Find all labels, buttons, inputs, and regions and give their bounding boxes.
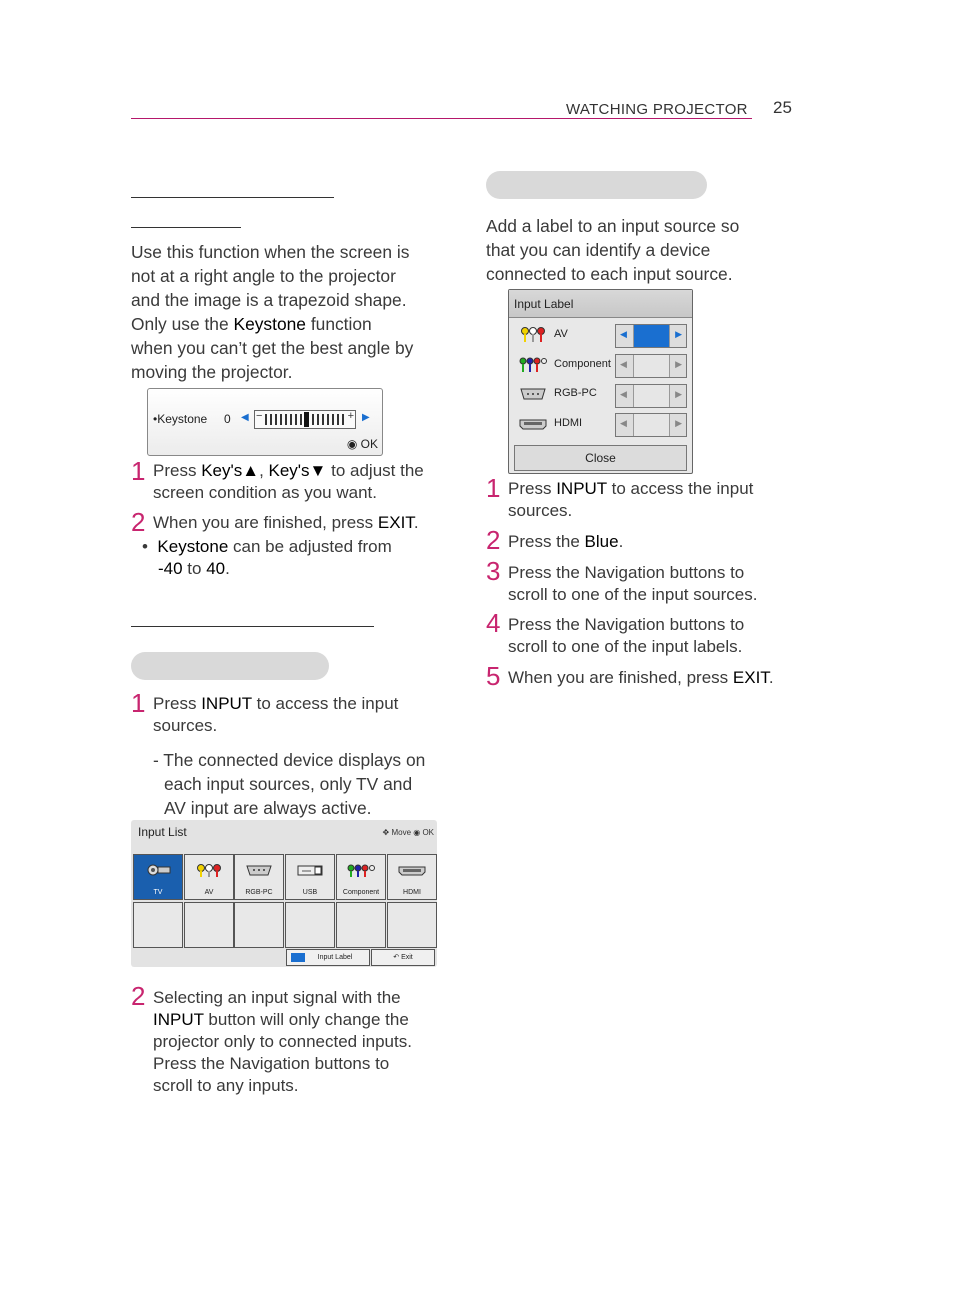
input-label-button[interactable]: Input Label [286, 949, 370, 966]
antenna-connector-icon [144, 863, 172, 877]
hdmi-connector-icon [519, 416, 547, 432]
vga-connector-icon [519, 386, 547, 402]
keystone-step-1: Press Key's▲, Key's▼ to adjust the screen condition as you want. [153, 461, 424, 502]
rca-connector-icon [519, 326, 547, 342]
close-button[interactable]: Close [514, 445, 687, 471]
subheading-pill [131, 652, 329, 680]
ok-hint: ◉ OK [346, 437, 378, 451]
rca-connector-icon [195, 863, 223, 877]
input-tile-component[interactable]: Component [336, 854, 386, 900]
left-arrow-icon[interactable]: ◀ [620, 329, 627, 339]
keystone-osd-label: •Keystone [153, 412, 208, 426]
input-label-step-1: Press INPUT to access the input sources. [508, 479, 754, 520]
label-selector-hdmi[interactable] [615, 413, 687, 437]
step-number: 2 [486, 525, 501, 555]
right-arrow-icon[interactable]: ▶ [675, 359, 682, 369]
input-list-step-1: Press INPUT to access the input sources. [153, 694, 399, 735]
label-selector-component[interactable] [615, 354, 687, 378]
label-selector-av[interactable] [615, 324, 687, 348]
input-tile-usb[interactable]: USB [285, 854, 335, 900]
step-number: 1 [131, 456, 146, 486]
input-name-hdmi: HDMI [554, 417, 583, 429]
input-label-header [509, 290, 692, 318]
step-number: 5 [486, 661, 501, 691]
exit-button[interactable]: ↶ Exit [371, 949, 435, 966]
step-number: 1 [131, 688, 146, 718]
input-tile-tv[interactable]: TV [133, 854, 183, 900]
keystone-osd [147, 388, 383, 456]
right-arrow-icon[interactable]: ▶ [362, 412, 370, 423]
left-arrow-icon[interactable]: ◀ [620, 418, 627, 428]
minus-label: − [256, 410, 263, 422]
section-title: WATCHING PROJECTOR [566, 101, 748, 118]
header-rule [131, 118, 752, 119]
input-list-note: - The connected device displays on each input sources, only TV and AV input are always active. [153, 750, 426, 818]
input-name-av: AV [554, 328, 568, 340]
step-number: 4 [486, 608, 501, 638]
component-connector-icon [347, 863, 375, 877]
right-arrow-icon[interactable]: ▶ [675, 329, 682, 339]
hdmi-connector-icon [398, 863, 426, 877]
component-connector-icon [519, 356, 547, 372]
input-list-step-2: Selecting an input signal with the INPUT button will only change the projector only to connected inputs. Press the Navigation buttons to scroll to any inputs. [153, 988, 412, 1095]
input-tile-empty [336, 902, 386, 948]
right-arrow-icon[interactable]: ▶ [675, 418, 682, 428]
plus-label: + [347, 410, 354, 422]
input-label-step-2: Press the Blue. [508, 532, 624, 551]
step-number: 1 [486, 473, 501, 503]
input-tile-empty [234, 902, 284, 948]
input-tile-av[interactable]: AV [184, 854, 234, 900]
input-name-component: Component [554, 358, 611, 370]
slider-thumb[interactable] [304, 412, 309, 427]
step-number: 3 [486, 556, 501, 586]
input-tile-empty [184, 902, 234, 948]
input-label-step-3: Press the Navigation buttons to scroll to one of the input sources. [508, 563, 758, 604]
input-tile-empty [285, 902, 335, 948]
vga-connector-icon [245, 863, 273, 877]
input-label-step-5: When you are finished, press EXIT. [508, 668, 774, 687]
input-label-step-4: Press the Navigation buttons to scroll to one of the input labels. [508, 615, 745, 656]
left-arrow-icon[interactable]: ◀ [241, 412, 249, 423]
input-name-rgb-pc: RGB-PC [554, 387, 597, 399]
step-number: 2 [131, 981, 146, 1011]
keystone-note: • Keystone can be adjusted from -40 to 40. [142, 537, 392, 578]
page-number: 25 [773, 98, 792, 117]
keystone-slider[interactable] [254, 410, 356, 429]
right-arrow-icon[interactable]: ▶ [675, 389, 682, 399]
input-tile-empty [387, 902, 437, 948]
label-selector-rgb-pc[interactable] [615, 384, 687, 408]
input-label-intro: Add a label to an input source so that you can identify a device connected to each input source. [486, 216, 740, 284]
ok-button-icon: ◉ [346, 437, 358, 451]
left-arrow-icon[interactable]: ◀ [620, 359, 627, 369]
keystone-osd-value: 0 [224, 412, 231, 426]
subheading-pill [486, 171, 707, 199]
input-tile-hdmi[interactable]: HDMI [387, 854, 437, 900]
keystone-intro: Use this function when the screen is not at a right angle to the projector and the image is a trapezoid shape. Only use the Keystone function when you can’t get the best angle by moving the projector. [131, 242, 414, 382]
input-list-title: Input List [138, 825, 187, 839]
step-number: 2 [131, 507, 146, 537]
heading-rule [131, 197, 334, 198]
move-arrows-icon: ✥ [382, 828, 390, 837]
keystone-step-2: When you are finished, press EXIT. [153, 513, 419, 532]
usb-connector-icon [296, 863, 324, 877]
exit-icon: ↶ [393, 954, 400, 961]
input-list-osd [131, 820, 437, 967]
navigation-hint: ✥ Move ◉ OK [382, 828, 434, 837]
blue-key-icon [291, 953, 305, 962]
input-tile-rgb-pc[interactable]: RGB-PC [234, 854, 284, 900]
input-label-title: Input Label [514, 297, 574, 311]
heading-rule [131, 227, 241, 228]
left-arrow-icon[interactable]: ◀ [620, 389, 627, 399]
heading-rule [131, 626, 374, 627]
input-label-osd [508, 289, 693, 474]
input-tile-empty [133, 902, 183, 948]
